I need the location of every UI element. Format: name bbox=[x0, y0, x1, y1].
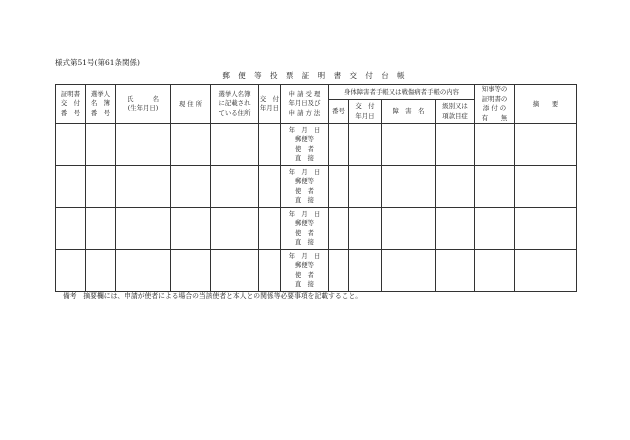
cell-application-method: 年 月 日 郵便等 使 者 直 接 bbox=[281, 124, 329, 166]
cell-handbook-no bbox=[329, 208, 349, 250]
table-row bbox=[56, 166, 577, 208]
cell-voter-no bbox=[86, 124, 116, 166]
cell-attachment bbox=[475, 166, 515, 208]
header-registered-address: 選挙人名簿 に記載され ている住所 bbox=[211, 85, 259, 124]
cell-grade bbox=[436, 166, 475, 208]
cell-handbook-no bbox=[329, 250, 349, 292]
cell-disability-name bbox=[382, 124, 436, 166]
cell-disability-name bbox=[382, 208, 436, 250]
cell-grade bbox=[436, 250, 475, 292]
cell-remarks bbox=[515, 208, 577, 250]
cell-disability-name bbox=[382, 250, 436, 292]
cell-issue-date bbox=[259, 166, 281, 208]
header-application: 申 請 受 理 年月日及び 申 請 方 法 bbox=[281, 85, 329, 124]
document-title: 郵 便 等 投 票 証 明 書 交 付 台 帳 bbox=[222, 71, 408, 80]
cell-remarks bbox=[515, 124, 577, 166]
cell-name bbox=[116, 166, 171, 208]
header-row-1 bbox=[56, 85, 577, 100]
cell-issue-date bbox=[259, 124, 281, 166]
cell-address bbox=[171, 208, 211, 250]
cell-registered-address bbox=[211, 124, 259, 166]
header-voter-no: 選挙人 名 簿 番 号 bbox=[86, 85, 116, 124]
cell-cert-no bbox=[56, 124, 86, 166]
cell-cert-no bbox=[56, 166, 86, 208]
table-row bbox=[56, 250, 577, 292]
cell-handbook-issue-date bbox=[349, 208, 382, 250]
header-grade: 級別又は 項款目症 bbox=[436, 100, 475, 124]
header-handbook-issue-date: 交 付 年月日 bbox=[349, 100, 382, 124]
cell-handbook-issue-date bbox=[349, 166, 382, 208]
remarks-note: 備考 摘要欄には、申請が使者による場合の当該使者と本人との関係等必要事項を記載すること。 bbox=[63, 292, 363, 300]
cell-disability-name bbox=[382, 166, 436, 208]
cell-name bbox=[116, 124, 171, 166]
cell-registered-address bbox=[211, 250, 259, 292]
header-name: 氏 名 (生年月日) bbox=[116, 85, 171, 124]
cell-issue-date bbox=[259, 250, 281, 292]
table-row bbox=[56, 124, 577, 166]
table-row bbox=[56, 208, 577, 250]
ledger-table bbox=[55, 84, 577, 292]
cell-voter-no bbox=[86, 166, 116, 208]
cell-attachment bbox=[475, 208, 515, 250]
header-issue-date: 交 付 年月日 bbox=[259, 85, 281, 124]
header-handbook-group: 身体障害者手帳又は戦傷病者手帳の内容 bbox=[329, 85, 475, 100]
cell-grade bbox=[436, 208, 475, 250]
cell-registered-address bbox=[211, 208, 259, 250]
header-handbook-no: 番号 bbox=[329, 100, 349, 124]
cell-remarks bbox=[515, 166, 577, 208]
cell-attachment bbox=[475, 250, 515, 292]
cell-address bbox=[171, 166, 211, 208]
cell-handbook-issue-date bbox=[349, 250, 382, 292]
cell-address bbox=[171, 124, 211, 166]
cell-issue-date bbox=[259, 208, 281, 250]
cell-name bbox=[116, 250, 171, 292]
header-cert-no: 証明書 交 付 番 号 bbox=[56, 85, 86, 124]
form-number: 様式第51号(第61条関係) bbox=[55, 58, 140, 67]
cell-remarks bbox=[515, 250, 577, 292]
cell-handbook-issue-date bbox=[349, 124, 382, 166]
cell-cert-no bbox=[56, 208, 86, 250]
cell-application-method: 年 月 日 郵便等 使 者 直 接 bbox=[281, 250, 329, 292]
header-attachment: 知事等の 証明書の 添 付 の 有 無 bbox=[475, 85, 515, 124]
cell-handbook-no bbox=[329, 166, 349, 208]
cell-handbook-no bbox=[329, 124, 349, 166]
cell-name bbox=[116, 208, 171, 250]
cell-registered-address bbox=[211, 166, 259, 208]
cell-cert-no bbox=[56, 250, 86, 292]
header-remarks: 摘 要 bbox=[515, 85, 577, 124]
cell-application-method: 年 月 日 郵便等 使 者 直 接 bbox=[281, 166, 329, 208]
cell-voter-no bbox=[86, 250, 116, 292]
header-address: 現 住 所 bbox=[171, 85, 211, 124]
cell-attachment bbox=[475, 124, 515, 166]
cell-address bbox=[171, 250, 211, 292]
cell-application-method: 年 月 日 郵便等 使 者 直 接 bbox=[281, 208, 329, 250]
header-disability-name: 障 害 名 bbox=[382, 100, 436, 124]
cell-grade bbox=[436, 124, 475, 166]
cell-voter-no bbox=[86, 208, 116, 250]
